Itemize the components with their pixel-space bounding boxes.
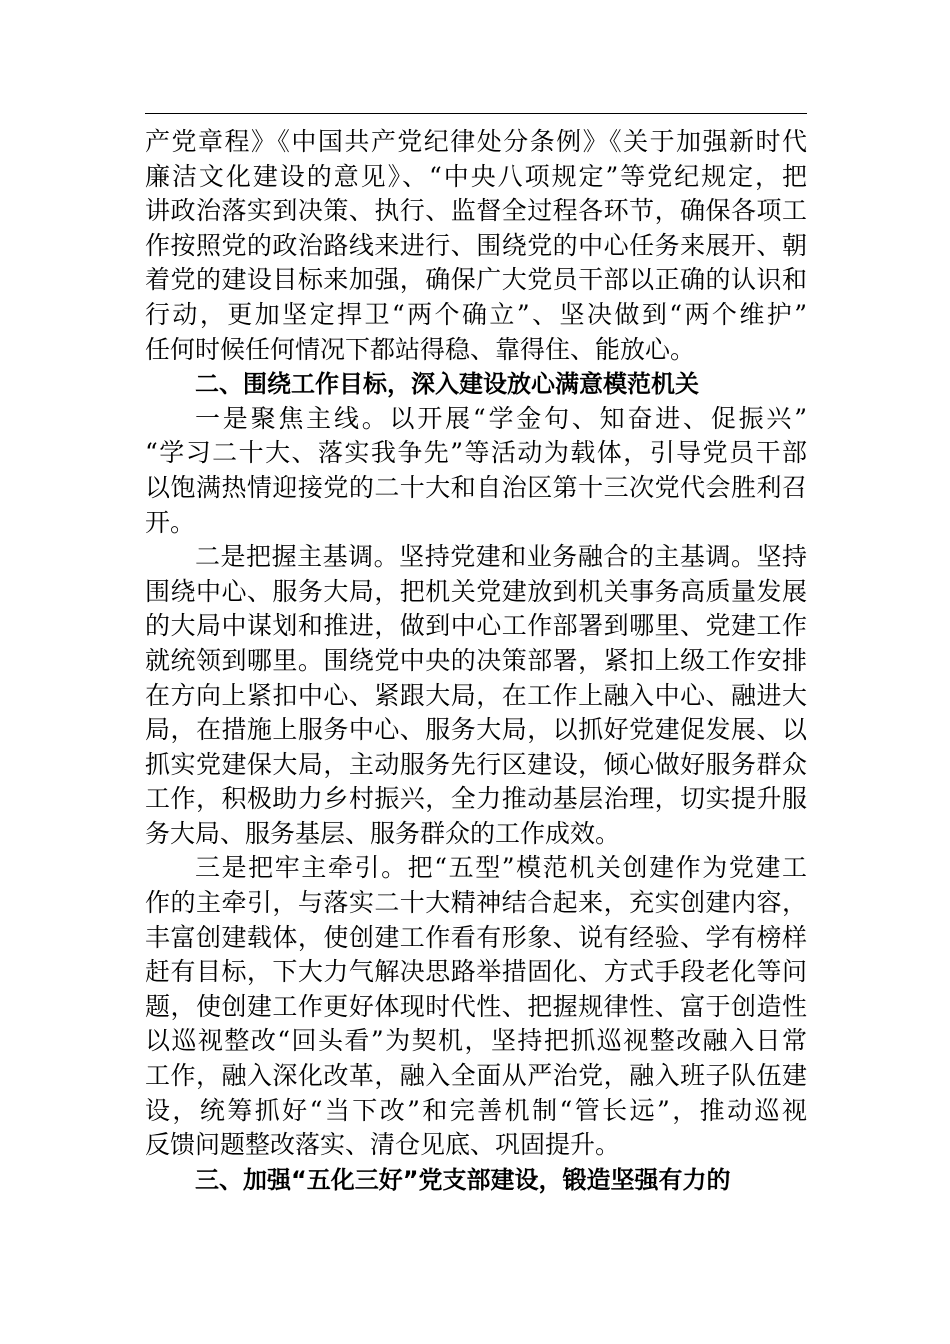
- body-line: 丰富创建载体，使创建工作看有形象、说有经验、学有榜样: [145, 922, 807, 952]
- body-line: 作按照党的政治路线来进行、围绕党的中心任务来展开、朝: [145, 230, 807, 260]
- body-line: 设，统筹抓好“当下改”和完善机制“管长远”，推动巡视: [145, 1095, 807, 1125]
- header-rule: [145, 113, 807, 114]
- body-line: 以饱满热情迎接党的二十大和自治区第十三次党代会胜利召: [145, 472, 807, 502]
- body-line: 局，在措施上服务中心、服务大局，以抓好党建促发展、以: [145, 715, 807, 745]
- body-line: 工作，融入深化改革，融入全面从严治党，融入班子队伍建: [145, 1061, 807, 1091]
- body-line: 务大局、服务基层、服务群众的工作成效。: [145, 818, 621, 848]
- section-heading: 三、加强“五化三好”党支部建设，锻造坚强有力的: [195, 1165, 731, 1194]
- paragraph-first-line: 一是聚焦主线。以开展“学金句、知奋进、促振兴”: [195, 403, 807, 433]
- body-line: 在方向上紧扣中心、紧跟大局，在工作上融入中心、融进大: [145, 680, 807, 710]
- body-line: 抓实党建保大局，主动服务先行区建设，倾心做好服务群众: [145, 749, 807, 779]
- body-line: 着党的建设目标来加强，确保广大党员干部以正确的认识和: [145, 265, 807, 295]
- body-line: 行动，更加坚定捍卫“两个确立”、坚决做到“两个维护”: [145, 299, 807, 329]
- section-heading: 二、围绕工作目标，深入建设放心满意模范机关: [195, 370, 699, 399]
- body-line: 作的主牵引，与落实二十大精神结合起来，充实创建内容，: [145, 888, 807, 918]
- body-line: 赶有目标，下大力气解决思路举措固化、方式手段老化等问: [145, 957, 807, 987]
- body-line: 围绕中心、服务大局，把机关党建放到机关事务高质量发展: [145, 576, 807, 606]
- body-line: 反馈问题整改落实、清仓见底、巩固提升。: [145, 1130, 621, 1160]
- paragraph-first-line: 二是把握主基调。坚持党建和业务融合的主基调。坚持: [195, 542, 807, 572]
- body-line: 开。: [145, 507, 196, 537]
- body-line: 任何时候任何情况下都站得稳、靠得住、能放心。: [145, 334, 696, 364]
- paragraph-first-line: 三是把牢主牵引。把“五型”模范机关创建作为党建工: [195, 853, 807, 883]
- body-line: “学习二十大、落实我争先”等活动为载体，引导党员干部: [145, 438, 807, 468]
- body-line: 产党章程》《中国共产党纪律处分条例》《关于加强新时代: [145, 127, 807, 156]
- body-line: 题，使创建工作更好体现时代性、把握规律性、富于创造性: [145, 991, 807, 1021]
- body-line: 就统领到哪里。围绕党中央的决策部署，紧扣上级工作安排: [145, 645, 807, 675]
- document-body: [145, 125, 807, 1197]
- body-line: 廉洁文化建设的意见》、“中央八项规定”等党纪规定，把: [145, 161, 807, 191]
- body-line: 讲政治落实到决策、执行、监督全过程各环节，确保各项工: [145, 196, 807, 226]
- body-line: 的大局中谋划和推进，做到中心工作部署到哪里、党建工作: [145, 611, 807, 641]
- body-line: 以巡视整改“回头看”为契机，坚持把抓巡视整改融入日常: [145, 1026, 807, 1056]
- body-line: 工作，积极助力乡村振兴，全力推动基层治理，切实提升服: [145, 784, 807, 814]
